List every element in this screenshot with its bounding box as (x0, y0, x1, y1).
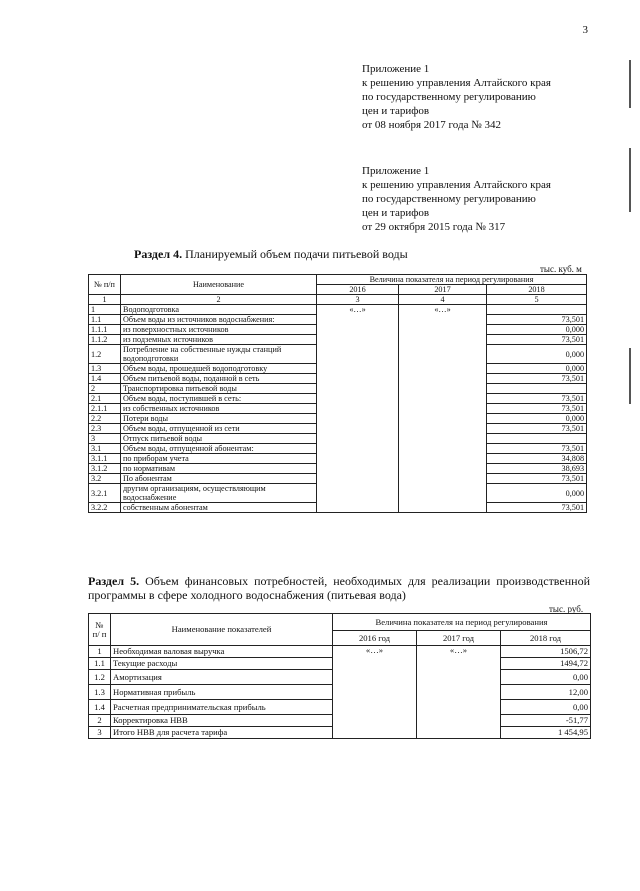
year-header: 2017 год (417, 631, 501, 646)
row-value: 0,000 (487, 484, 587, 503)
table-row (89, 305, 587, 315)
row-number: 3.1.1 (89, 454, 121, 464)
row-number: 2 (89, 384, 121, 394)
row-name: Расчетная предпринимательская прибыль (111, 700, 333, 715)
appendix-line: Приложение 1 (362, 63, 430, 75)
row-name: Объем воды, поступившей в сеть: (121, 394, 317, 404)
margin-mark (629, 148, 631, 212)
row-number: 1.3 (89, 685, 111, 700)
placeholder-2016: «…» (333, 646, 417, 739)
row-name: Отпуск питьевой воды (121, 434, 317, 444)
section5-title (88, 574, 590, 602)
appendix-line: к решению управления Алтайского края (362, 77, 551, 89)
row-name: собственным абонентам (121, 503, 317, 513)
appendix-line: по государственному регулированию (362, 91, 536, 103)
row-number: 3.2.1 (89, 484, 121, 503)
row-value (487, 384, 587, 394)
row-name: Корректировка НВВ (111, 715, 333, 727)
row-number: 1.3 (89, 364, 121, 374)
year-header: 2016 (317, 285, 399, 295)
row-number: 1 (89, 646, 111, 658)
col-no-header: № п/ п (89, 614, 111, 646)
col-number: 5 (487, 295, 587, 305)
section4-table (88, 274, 587, 513)
row-value: 73,501 (487, 503, 587, 513)
row-number: 1.4 (89, 700, 111, 715)
row-value: 73,501 (487, 335, 587, 345)
row-value: 73,501 (487, 444, 587, 454)
row-number: 3 (89, 434, 121, 444)
margin-mark (629, 60, 631, 108)
year-header: 2018 год (501, 631, 591, 646)
col-number: 3 (317, 295, 399, 305)
appendix-line: цен и тарифов (362, 207, 430, 219)
row-name: по нормативам (121, 464, 317, 474)
section4-title (134, 247, 408, 262)
appendix-line: цен и тарифов (362, 105, 430, 117)
row-number: 3.1.2 (89, 464, 121, 474)
section5-table (88, 613, 591, 739)
row-number: 1.1 (89, 658, 111, 670)
col-period-header: Величина показателя на период регулирования (317, 275, 587, 285)
placeholder-2017: «…» (417, 646, 501, 739)
row-value (487, 434, 587, 444)
row-name: Потери воды (121, 414, 317, 424)
row-number: 3.1 (89, 444, 121, 454)
row-name: Объем питьевой воды, поданной в сеть (121, 374, 317, 384)
row-value: 0,000 (487, 364, 587, 374)
row-number: 1.1 (89, 315, 121, 325)
appendix-line: к решению управления Алтайского края (362, 179, 551, 191)
row-name: Объем воды, отпущенной абонентам: (121, 444, 317, 454)
col-period-header: Величина показателя на период регулирования (333, 614, 591, 631)
row-name: Итого НВВ для расчета тарифа (111, 727, 333, 739)
row-number: 1 (89, 305, 121, 315)
year-header: 2017 (399, 285, 487, 295)
section4-label: Раздел 4. (134, 247, 183, 261)
row-value: 73,501 (487, 404, 587, 414)
section5-label: Раздел 5. (88, 574, 140, 588)
row-number: 2.3 (89, 424, 121, 434)
row-value: 73,501 (487, 394, 587, 404)
row-value: -51,77 (501, 715, 591, 727)
row-number: 2 (89, 715, 111, 727)
col-number: 4 (399, 295, 487, 305)
row-value: 12,00 (501, 685, 591, 700)
row-number: 2.2 (89, 414, 121, 424)
row-value: 1494,72 (501, 658, 591, 670)
appendix-line: от 08 ноября 2017 года № 342 (362, 119, 501, 131)
row-name: По абонентам (121, 474, 317, 484)
appendix-line: по государственному регулированию (362, 193, 536, 205)
row-number: 1.4 (89, 374, 121, 384)
row-value: 73,501 (487, 474, 587, 484)
row-name: Объем воды, отпущенной из сети (121, 424, 317, 434)
row-number: 1.2 (89, 345, 121, 364)
row-name: Потребление на собственные нужды станций водоподготовки (121, 345, 317, 364)
row-value: 1506,72 (501, 646, 591, 658)
row-name: Текущие расходы (111, 658, 333, 670)
row-number: 1.1.1 (89, 325, 121, 335)
section5-unit: тыс. руб. (549, 604, 584, 614)
appendix-line: Приложение 1 (362, 165, 430, 177)
section4-title-text: Планируемый объем подачи питьевой воды (185, 247, 408, 261)
row-number: 3 (89, 727, 111, 739)
row-value: 0,00 (501, 700, 591, 715)
row-value: 73,501 (487, 374, 587, 384)
row-number: 2.1.1 (89, 404, 121, 414)
row-value: 34,808 (487, 454, 587, 464)
year-header: 2018 (487, 285, 587, 295)
row-name: из собственных источников (121, 404, 317, 414)
row-value: 0,000 (487, 345, 587, 364)
row-name: другим организациям, осуществляющим водоснабжение (121, 484, 317, 503)
row-number: 3.2 (89, 474, 121, 484)
row-name: Транспортировка питьевой воды (121, 384, 317, 394)
row-name: Необходимая валовая выручка (111, 646, 333, 658)
appendix-current (362, 62, 551, 132)
row-number: 1.2 (89, 670, 111, 685)
section5-title-text: Объем финансовых потребностей, необходимых для реализации производственной программы в сфере холодного водоснабжения (питьевая вода) (88, 574, 590, 602)
row-value: 73,501 (487, 424, 587, 434)
placeholder-2016: «…» (317, 305, 399, 513)
row-name: по приборам учета (121, 454, 317, 464)
row-name: из подземных источников (121, 335, 317, 345)
col-number: 2 (121, 295, 317, 305)
row-value: 1 454,95 (501, 727, 591, 739)
year-header: 2016 год (333, 631, 417, 646)
row-value: 38,693 (487, 464, 587, 474)
row-number: 2.1 (89, 394, 121, 404)
col-number: 1 (89, 295, 121, 305)
row-value: 0,00 (501, 670, 591, 685)
row-value (487, 305, 587, 315)
col-name-header: Наименование показателей (111, 614, 333, 646)
row-name: Водоподготовка (121, 305, 317, 315)
row-number: 3.2.2 (89, 503, 121, 513)
table-row (89, 646, 591, 658)
col-name-header: Наименование (121, 275, 317, 295)
col-no-header: № п/п (89, 275, 121, 295)
row-value: 0,000 (487, 325, 587, 335)
section4-unit: тыс. куб. м (540, 264, 582, 274)
appendix-original (362, 164, 551, 234)
row-name: Амортизация (111, 670, 333, 685)
row-name: Объем воды из источников водоснабжения: (121, 315, 317, 325)
row-name: из поверхностных источников (121, 325, 317, 335)
row-name: Нормативная прибыль (111, 685, 333, 700)
appendix-line: от 29 октября 2015 года № 317 (362, 221, 506, 233)
margin-mark (629, 348, 631, 404)
page-number: 3 (582, 24, 588, 36)
row-name: Объем воды, прошедшей водоподготовку (121, 364, 317, 374)
placeholder-2017: «…» (399, 305, 487, 513)
row-value: 0,000 (487, 414, 587, 424)
row-value: 73,501 (487, 315, 587, 325)
row-number: 1.1.2 (89, 335, 121, 345)
